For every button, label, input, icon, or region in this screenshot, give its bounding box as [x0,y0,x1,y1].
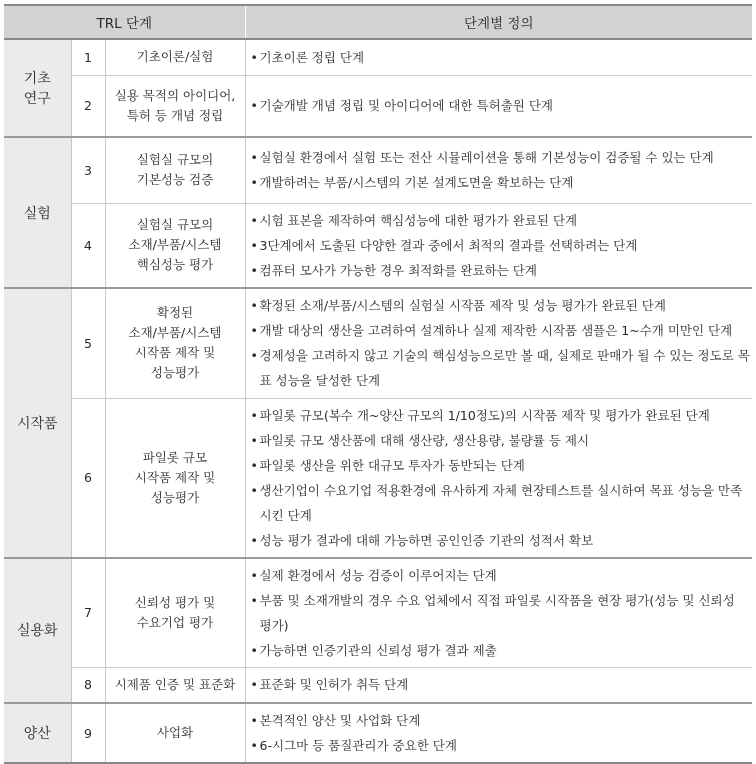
definition-item: • 기초이론 정립 단계 [251,45,751,70]
trl-number: 9 [71,703,105,763]
definition-item: • 개발하려는 부품/시스템의 기본 설계도면을 확보하는 단계 [251,170,751,195]
definition-item: • 시험 표본을 제작하여 핵심성능에 대한 평가가 완료된 단계 [251,208,751,233]
trl-number: 5 [71,288,105,398]
trl-name: 실용 목적의 아이디어, 특허 등 개념 정립 [105,75,245,137]
definition-item: • 성능 평가 결과에 대해 가능하면 공인인증 기관의 성적서 확보 [251,528,751,553]
definition-item: • 컴퓨터 모사가 가능한 경우 최적화를 완료하는 단계 [251,258,751,283]
header-row [4,5,752,39]
table-row [4,398,752,558]
definition-item: • 파일롯 규모 생산품에 대해 생산량, 생산용량, 불량률 등 제시 [251,428,751,453]
definition-cell [245,558,752,668]
definition-cell [245,667,752,703]
definition-item: • 3단계에서 도출된 다양한 결과 중에서 최적의 결과를 선택하려는 단계 [251,233,751,258]
trl-number: 3 [71,137,105,203]
definition-cell [245,398,752,558]
table-row [4,39,752,75]
definition-item: • 6-시그마 등 품질관리가 중요한 단계 [251,733,751,758]
trl-number: 8 [71,667,105,703]
table-row [4,667,752,703]
category-cell: 실험 [4,137,71,288]
category-cell: 시작품 [4,288,71,558]
trl-number: 2 [71,75,105,137]
definition-item: • 파일롯 생산을 위한 대규모 투자가 동반되는 단계 [251,453,751,478]
definition-cell [245,703,752,763]
definition-item: • 실험실 환경에서 실험 또는 전산 시뮬레이션을 통해 기본성능이 검증될 수 있는 단계 [251,145,751,170]
definition-item: • 가능하면 인증기관의 신뢰성 평가 결과 제출 [251,638,751,663]
definition-item: • 확정된 소재/부품/시스템의 실험실 시작품 제작 및 성능 평가가 완료된 단계 [251,293,751,318]
definition-item: • 생산기업이 수요기업 적용환경에 유사하게 자체 현장테스트를 실시하여 목표 성능을 만족시킨 단계 [251,478,751,528]
definition-item: • 기술개발 개념 정립 및 아이디어에 대한 특허출원 단계 [251,93,751,118]
trl-name: 파일롯 규모 시작품 제작 및 성능평가 [105,398,245,558]
trl-name: 실험실 규모의 소재/부품/시스템 핵심성능 평가 [105,203,245,288]
table-row [4,137,752,203]
definition-item: • 부품 및 소재개발의 경우 수요 업체에서 직접 파일롯 시작품을 현장 평가(성능 및 신뢰성 평가) [251,588,751,638]
definition-cell [245,75,752,137]
table-row [4,703,752,763]
category-cell: 실용화 [4,558,71,704]
definition-cell [245,39,752,75]
category-cell: 기초 연구 [4,39,71,137]
trl-number: 1 [71,39,105,75]
definition-item: • 본격적인 양산 및 사업화 단계 [251,708,751,733]
table-row [4,288,752,398]
trl-name: 실험실 규모의 기본성능 검증 [105,137,245,203]
trl-number: 7 [71,558,105,668]
table-row [4,558,752,668]
definition-item: • 경제성을 고려하지 않고 기술의 핵심성능으로만 볼 때, 실제로 판매가 될 수 있는 정도로 목표 성능을 달성한 단계 [251,343,751,393]
header-trl-stage: TRL 단계 [4,5,245,39]
trl-name: 시제품 인증 및 표준화 [105,667,245,703]
trl-name: 신뢰성 평가 및 수요기업 평가 [105,558,245,668]
category-cell: 양산 [4,703,71,763]
trl-number: 6 [71,398,105,558]
definition-item: • 표준화 및 인허가 취득 단계 [251,672,751,697]
definition-cell [245,137,752,203]
definition-item: • 개발 대상의 생산을 고려하여 설계하나 실제 제작한 시작품 샘플은 1~수개 미만인 단계 [251,318,751,343]
definition-item: • 실제 환경에서 성능 검증이 이루어지는 단계 [251,563,751,588]
definition-item: • 파일롯 규모(복수 개~양산 규모의 1/10정도)의 시작품 제작 및 평가가 완료된 단계 [251,403,751,428]
header-definition: 단계별 정의 [245,5,752,39]
table-row [4,75,752,137]
trl-table [4,4,752,764]
definition-cell [245,288,752,398]
trl-name: 기초이론/실험 [105,39,245,75]
definition-cell [245,203,752,288]
trl-name: 사업화 [105,703,245,763]
table-row [4,203,752,288]
trl-name: 확정된 소재/부품/시스템 시작품 제작 및 성능평가 [105,288,245,398]
trl-number: 4 [71,203,105,288]
